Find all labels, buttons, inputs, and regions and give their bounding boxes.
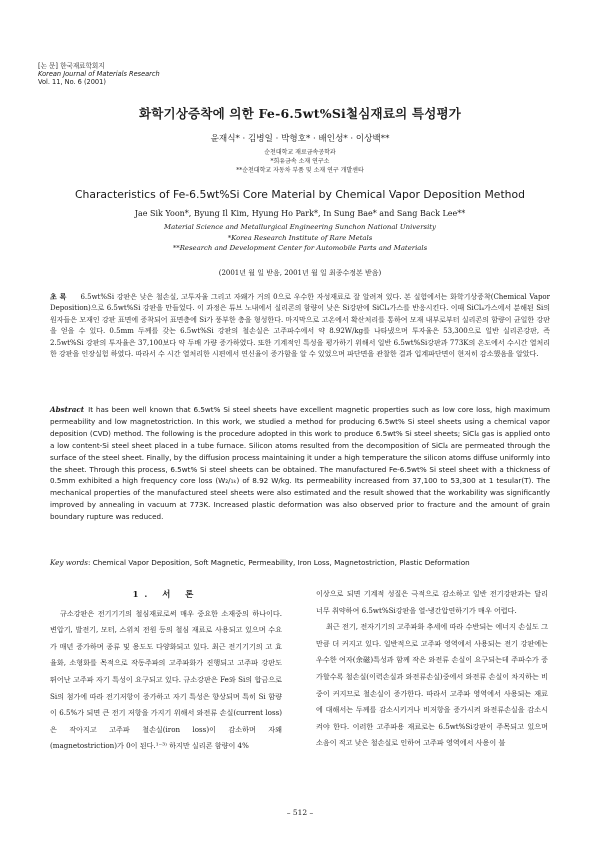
section-title-introduction: 1. 서 론 (132, 589, 200, 599)
authors-en: Jae Sik Yoon*, Byung Il Kim, Hyung Ho Park*, In Sung Bae* and Sang Back Lee** (134, 209, 466, 218)
affiliation-en-3: **Research and Development Center for Automobile Parts and Materials (172, 244, 428, 252)
received-dates: (2001년 월 일 받음, 2001년 월 일 최종수정본 받음) (218, 269, 382, 277)
abstract-en (50, 404, 550, 523)
journal-name-ko: [논 문] 한국재료학회지 (38, 62, 105, 70)
abstract-en-lead: Abstract (50, 405, 85, 414)
journal-header (38, 62, 160, 87)
abstract-ko-text: 6.5wt%Si 강판은 낮은 철손실, 고투자율 그리고 자왜가 거의 0으로 우수한 자성재료로 잘 알려져 있다. 본 실험에서는 화학기상증착(Chemical Vapor Deposition)으로 6.5wt%Si 강판을 만들었다. 이 과정은 튜브 노내에서 실리콘의 함량이 낮은 Si강판에 SiCl₄가스를 반응시킨다. 이때 SiCl₄가스에서 분해된 Si의 원자들은 모재인 강판 표면에 증착되어 표면층에 Si가 풍부한 층을 형성한다. 마지막으로 고온에서 확산처리를 통하여 모재 내부로부터 실리콘의 함량이 균일한 강판을 얻을 수 있다. 0.5mm 두께를 갖는 6.5wt%Si 강판의 철손실은 고주파수에서 약 8.92W/kg를 나타냈으며 투자율은 53,300으로 일반 실리콘강판, 즉 2.5wt%Si 강판의 투자율은 37,100보다 약 두배 가량 증가하였다. 또한 기계적인 특성을 평가하기 위해서 일반 6.5wt%Si강판과 773K의 온도에서 수시간 열처리한 강판을 인장실험 하였다. 따라서 수 시간 열처리한 시편에서 연신율이 증가함을 알 수 있었으며 파단면을 관찰한 결과 입계파단면이 현저히 감소했음을 알았다. (50, 293, 550, 359)
body-column-right (316, 586, 548, 752)
keywords (50, 558, 550, 567)
affiliations-en (0, 222, 600, 254)
intro-paragraph-2: 최근 전기, 전자기기의 고주파화 추세에 따라 수반되는 에너지 손실도 그만큼 더 커지고 있다. 일반적으로 고주파 영역에서 사용되는 전기 강판에는 우수한 여자(余磁)특성과 함께 작은 와전류 손실이 요구되는데 주파수가 증가할수록 철손실(이력손실과 와전류손실)중에서 와전류 손실이 차지하는 비중이 커지므로 철손실이 증가한다. 따라서 고주파 영역에서 사용되는 재료에 대해서는 두께를 감소시키거나 비저항을 증가시켜 와전류손실을 감소시켜야 한다. 이러한 고주파용 재료로는 6.5wt%Si강판이 주목되고 있으며 소음이 적고 낮은 철손실로 인하여 고주파 영역에서 사용이 불 (316, 622, 548, 748)
authors-ko: 윤재식* · 김병일 · 박형호* · 배인성* · 이상백** (210, 134, 390, 144)
journal-name-en: Korean Journal of Materials Research (38, 70, 160, 79)
affiliations-ko (0, 148, 600, 175)
affiliation-ko-3: **순천대학교 자동차 부품 및 소재 연구 개발센타 (236, 167, 364, 174)
affiliation-en-2: *Korea Research Institute of Rare Metals (227, 233, 373, 242)
intro-paragraph-1: 규소강판은 전기기기의 철심재료로써 매우 중요한 소재중의 하나이다. 변압기, 발전기, 모터, 스위치 전원 등의 철심 재료로 사용되고 있으며 수요가 매년 증가하며 종류 및 용도도 다양화되고 있다. 최근 전기기기의 고 효율화, 소형화를 목적으로 작동주파의 고주파화가 진행되고 고주파 강판도 뛰어난 고주파 자기 특성이 요구되고 있다. 규소강판은 Fe와 Si의 합금으로 Si의 첨가에 따라 전기저항이 증가하고 자기 특성은 향상되며 특히 Si 함량이 6.5%가 되면 큰 전기 저항을 가지기 위해서 와전류 손실(current loss)은 작아지고 고주파 철손실(iron loss)이 감소하며 자왜(magnetostriction)가 0이 된다.¹⁻³⁾ 하지만 실리콘 함량이 4% (50, 608, 282, 751)
abstract-ko-lead: 초 록 (50, 292, 67, 301)
keywords-lead: Key words (50, 558, 88, 567)
intro-paragraph-continued: 이상으로 되면 기계적 성질은 극적으로 감소하고 일반 전기강판과는 달리 너무 취약하여 6.5wt%Si강판을 열-냉간압연하기가 매우 어렵다. (316, 589, 548, 615)
body-column-left (50, 586, 282, 755)
paper-title-en: Characteristics of Fe-6.5wt%Si Core Material by Chemical Vapor Deposition Method (75, 188, 525, 201)
keywords-text: : Chemical Vapor Deposition, Soft Magnetic, Permeability, Iron Loss, Magnetostriction, Plastic Deformation (87, 558, 470, 567)
affiliation-en-1: Material Science and Metallurgical Engineering Sunchon National University (164, 223, 436, 231)
abstract-en-text: It has been well known that 6.5wt% Si steel sheets have excellent magnetic properties such as low core loss, high maximum permeability and low magnetostriction. In this work, we studied a method for producing 6.5wt% Si steel sheets using a chemical vapor deposition (CVD) method. The following is the procedure adopted in this work to produce 6.5wt% Si steel sheets; SiCl₄ gas is applied onto a low content-Si steel sheet placed in a tube furnace. Silicon atoms resulted from the decomposition of SiCl₄ are permeated through the surface of the steel sheet. Finally, by the diffusion process maintaining it under a high temperature the silicon atoms diffuse uniformly into the sheet. Through this process, 6.5wt% Si steel sheets can be obtained. The manufactured Fe-6.5wt% Si steel sheet with a thickness of 0.5mm exhibited a high frequency core loss (W₂/₁ₖ) of 8.92 W/kg. Its permeability increased from 37,100 to 53,300 at 1 tesular(T). The mechanical properties of the manufactured steel sheets were also estimated and the result showed that the workability was significantly improved by annealing in vacuum at 773K. Increased plastic deformation was also observed prior to fracture and the amount of grain boundary rupture was reduced. (50, 405, 550, 522)
paper-title-ko: 화학기상증착에 의한 Fe-6.5wt%Si철심재료의 특성평가 (138, 106, 462, 121)
affiliation-ko-1: 순천대학교 재료금속공학과 (264, 149, 336, 156)
journal-volume: Vol. 11, No. 6 (2001) (38, 78, 106, 87)
page-number: – 512 – (286, 808, 314, 817)
affiliation-ko-2: *희유금속 소재 연구소 (270, 158, 330, 165)
abstract-ko (50, 291, 550, 360)
